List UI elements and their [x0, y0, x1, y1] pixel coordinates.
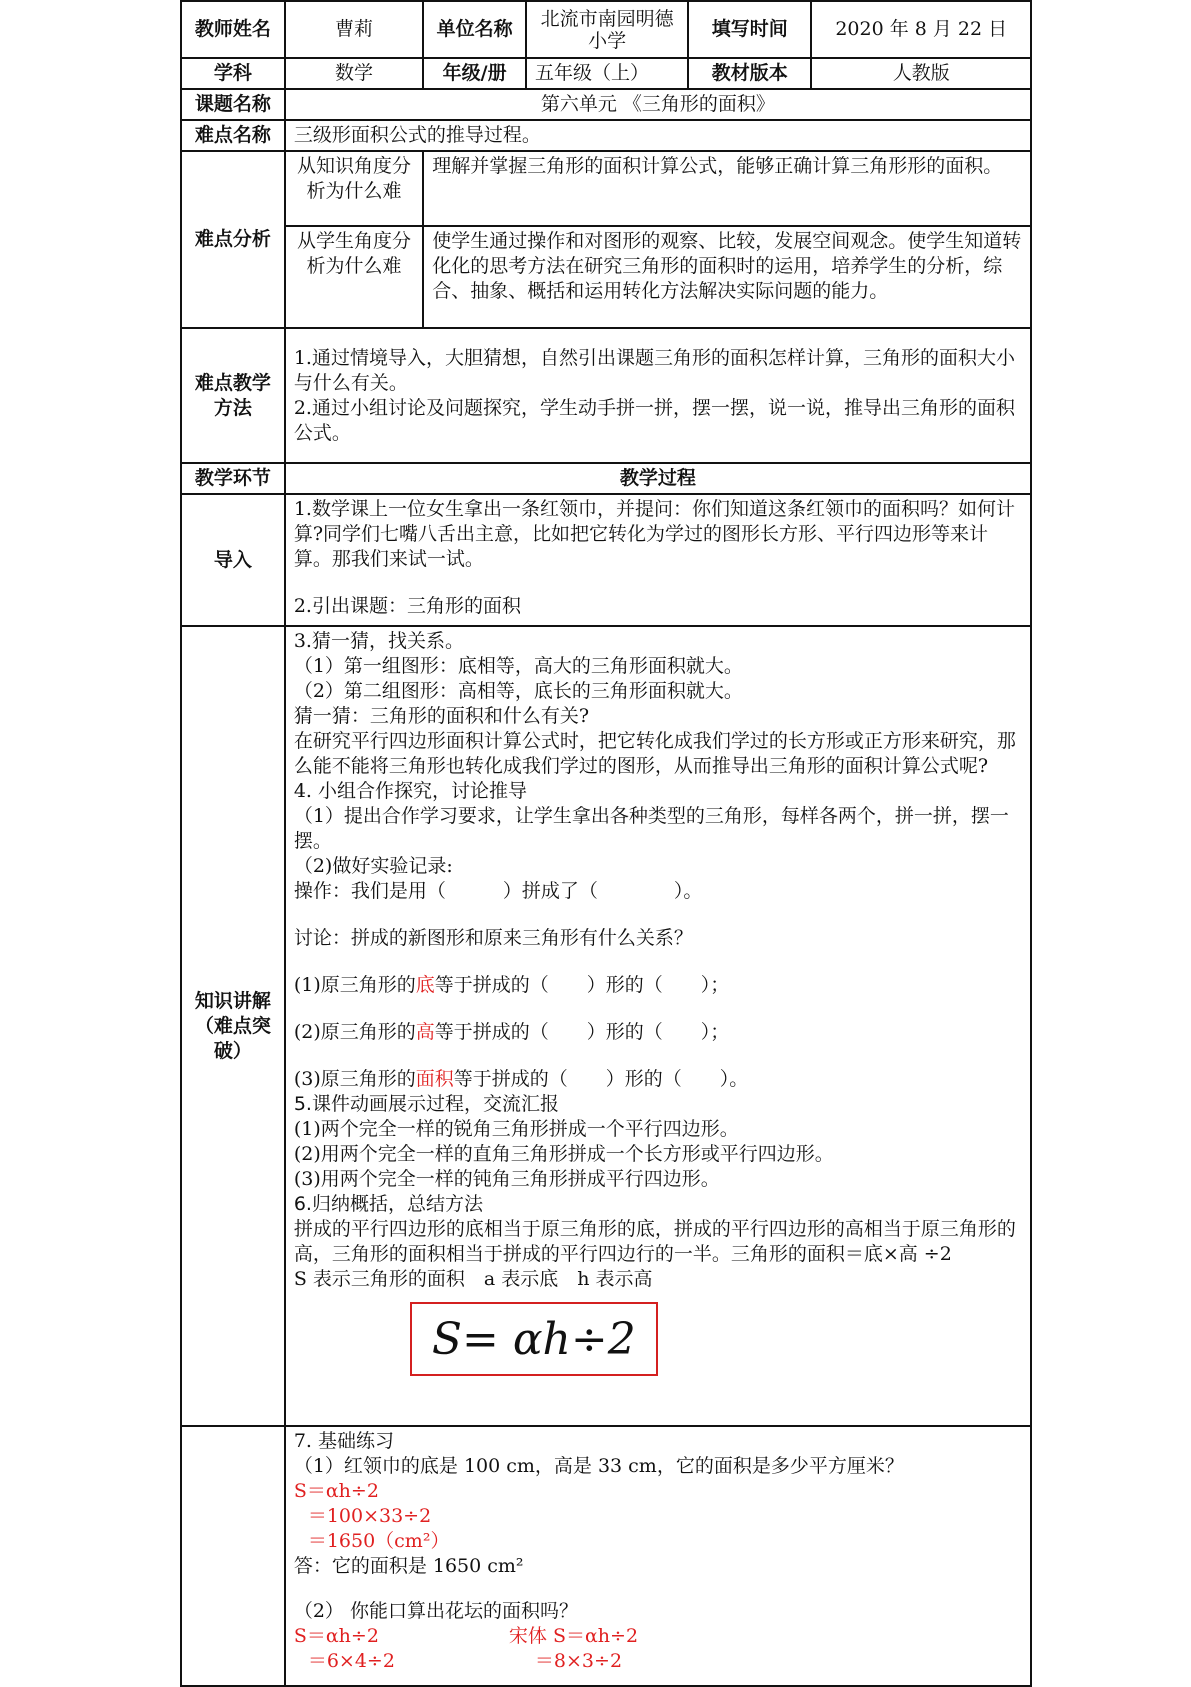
header-row	[181, 1, 1031, 58]
section-label: 教学环节	[181, 463, 285, 494]
s3-line-2: （2）第二组图形：高相等，底长的三角形面积就大。	[293, 680, 743, 702]
difficulty-row	[181, 120, 1031, 151]
practice-content	[285, 1426, 1031, 1686]
question-3-suffix: 等于拼成的（ ）形的（ ）。	[453, 1068, 749, 1090]
s5-line-3: (3)用两个完全一样的钝角三角形拼成平行四边形。	[293, 1168, 720, 1190]
question-3	[294, 1067, 1022, 1092]
calc-line-4	[294, 1624, 1022, 1649]
calc-4-left: S＝αh÷2	[293, 1625, 379, 1647]
intro-content	[285, 494, 1031, 626]
discuss-line: 讨论：拼成的新图形和原来三角形有什么关系？	[293, 927, 693, 949]
subject-value: 数学	[285, 58, 423, 89]
analysis-label: 难点分析	[181, 151, 285, 328]
formula-legend: S 表示三角形的面积 a 表示底 h 表示高	[293, 1268, 653, 1290]
question-1-keyword: 底	[415, 974, 435, 996]
date-value: 2020 年 8 月 22 日	[811, 1, 1031, 58]
s6-title: 6.归纳概括，总结方法	[293, 1193, 483, 1215]
s4-title: 4. 小组合作探究，讨论推导	[293, 780, 527, 802]
analysis-row-knowledge	[181, 151, 1031, 226]
practice-row	[181, 1426, 1031, 1686]
method-line-1: 1.通过情境导入，大胆猜想，自然引出课题三角形的面积怎样计算，三角形的面积大小与什么有关。	[293, 346, 1015, 394]
knowledge-angle-label: 从知识角度分析为什么难	[285, 151, 423, 226]
s4-line-3: 操作：我们是用（ ）拼成了（ ）。	[293, 880, 703, 902]
student-angle-text: 使学生通过操作和对图形的观察、比较，发展空间观念。使学生知道转化化的思考方法在研究三角形的面积时的运用，培养学生的分析，综合、抽象、概括和运用转化方法解决实际问题的能力。	[423, 226, 1031, 328]
calc-line-2: ＝100×33÷2	[307, 1505, 432, 1527]
question-3-prefix: (3)原三角形的	[293, 1068, 416, 1090]
s7-title: 7. 基础练习	[293, 1430, 394, 1452]
question-2-text: 你能口算出花坛的面积吗？	[349, 1600, 578, 1622]
calc-line-5	[294, 1649, 1022, 1674]
knowledge-content	[285, 626, 1031, 1426]
unit-label: 单位名称	[423, 1, 526, 58]
topic-label: 课题名称	[181, 89, 285, 120]
process-header-row	[181, 463, 1031, 494]
lesson-plan-page	[180, 0, 1032, 1687]
question-1	[294, 973, 1022, 998]
teacher-value: 曹莉	[285, 1, 423, 58]
s4-line-2: （2)做好实验记录:	[293, 855, 453, 877]
area-formula-box: S= αh÷2	[410, 1302, 658, 1376]
s3-line-3: 猜一猜：三角形的面积和什么有关?	[293, 705, 589, 727]
question-2-suffix: 等于拼成的（ ）形的（ ）；	[434, 1021, 730, 1043]
calc-5-right: ＝8×3÷2	[534, 1650, 623, 1672]
calc-5-left: ＝6×4÷2	[307, 1650, 395, 1672]
calc-line-1: S＝αh÷2	[293, 1480, 379, 1502]
student-angle-label: 从学生角度分析为什么难	[285, 226, 423, 328]
process-label: 教学过程	[285, 463, 1031, 494]
intro-paragraph-2: 2.引出课题：三角形的面积	[293, 595, 521, 617]
question-2	[294, 1020, 1022, 1045]
calc-4-right: 宋体 S＝αh÷2	[508, 1625, 639, 1647]
question-1-suffix: 等于拼成的（ ）形的（ ）；	[434, 974, 730, 996]
intro-label: 导入	[181, 494, 285, 626]
s5-line-2: (2)用两个完全一样的直角三角形拼成一个长方形或平行四边形。	[293, 1143, 834, 1165]
knowledge-row	[181, 626, 1031, 1426]
s5-line-1: (1)两个完全一样的锐角三角形拼成一个平行四边形。	[293, 1118, 739, 1140]
unit-value: 北流市南园明德小学	[526, 1, 688, 58]
s3-line-4: 在研究平行四边形面积计算公式时，把它转化成我们学过的长方形或正方形来研究，那么能不能将三角形也转化成我们学过的图形，从而推导出三角形的面积计算公式呢?	[293, 730, 1016, 777]
teacher-label: 教师姓名	[181, 1, 285, 58]
intro-row	[181, 494, 1031, 626]
knowledge-label: 知识讲解（难点突破）	[181, 626, 285, 1426]
practice-answer: 答：它的面积是 1650 cm²	[293, 1555, 524, 1577]
practice-question-2	[294, 1599, 1022, 1624]
grade-value: 五年级（上）	[526, 58, 688, 89]
subject-label: 学科	[181, 58, 285, 89]
s3-title: 3.猜一猜，找关系。	[293, 630, 464, 652]
s4-line-1: （1）提出合作学习要求，让学生拿出各种类型的三角形，每样各两个，拼一拼，摆一摆。	[293, 805, 1009, 852]
question-2-prefix: (2)原三角形的	[293, 1021, 416, 1043]
edition-value: 人教版	[811, 58, 1031, 89]
method-content	[285, 328, 1031, 463]
intro-paragraph-1: 1.数学课上一位女生拿出一条红领巾，并提问：你们知道这条红领巾的面积吗？如何计算?同学们七嘴八舌出主意，比如把它转化为学过的图形长方形、平行四边形等来计算。那我们来试一试。	[293, 498, 1015, 570]
edition-label: 教材版本	[688, 58, 811, 89]
s6-line-1: 拼成的平行四边形的底相当于原三角形的底，拼成的平行四边形的高相当于原三角形的高，三角形的面积相当于拼成的平行四边行的一半。三角形的面积＝底×高 ÷2	[293, 1218, 1016, 1265]
practice-label-cell	[181, 1426, 285, 1686]
question-1-prefix: (1)原三角形的	[293, 974, 416, 996]
topic-value: 第六单元 《三角形的面积》	[285, 89, 1031, 120]
lesson-plan-table	[180, 0, 1032, 1687]
question-3-keyword: 面积	[415, 1068, 454, 1090]
calc-line-3: ＝1650（cm²）	[307, 1530, 450, 1552]
s3-line-1: （1）第一组图形：底相等，高大的三角形面积就大。	[293, 655, 743, 677]
question-2-keyword: 高	[415, 1021, 435, 1043]
subject-row	[181, 58, 1031, 89]
question-2-number: （2）	[293, 1600, 344, 1622]
method-label: 难点教学方法	[181, 328, 285, 463]
method-line-2: 2.通过小组讨论及问题探究，学生动手拼一拼，摆一摆，说一说，推导出三角形的面积公式。	[293, 396, 1015, 444]
analysis-row-student	[181, 226, 1031, 328]
difficulty-label: 难点名称	[181, 120, 285, 151]
s5-title: 5.课件动画展示过程，交流汇报	[293, 1093, 559, 1115]
date-label: 填写时间	[688, 1, 811, 58]
knowledge-angle-text: 理解并掌握三角形的面积计算公式，能够正确计算三角形形的面积。	[423, 151, 1031, 226]
practice-question-1: （1）红领巾的底是 100 cm，高是 33 cm，它的面积是多少平方厘米？	[293, 1455, 904, 1477]
topic-row	[181, 89, 1031, 120]
grade-label: 年级/册	[423, 58, 526, 89]
method-row	[181, 328, 1031, 463]
difficulty-value: 三级形面积公式的推导过程。	[285, 120, 1031, 151]
